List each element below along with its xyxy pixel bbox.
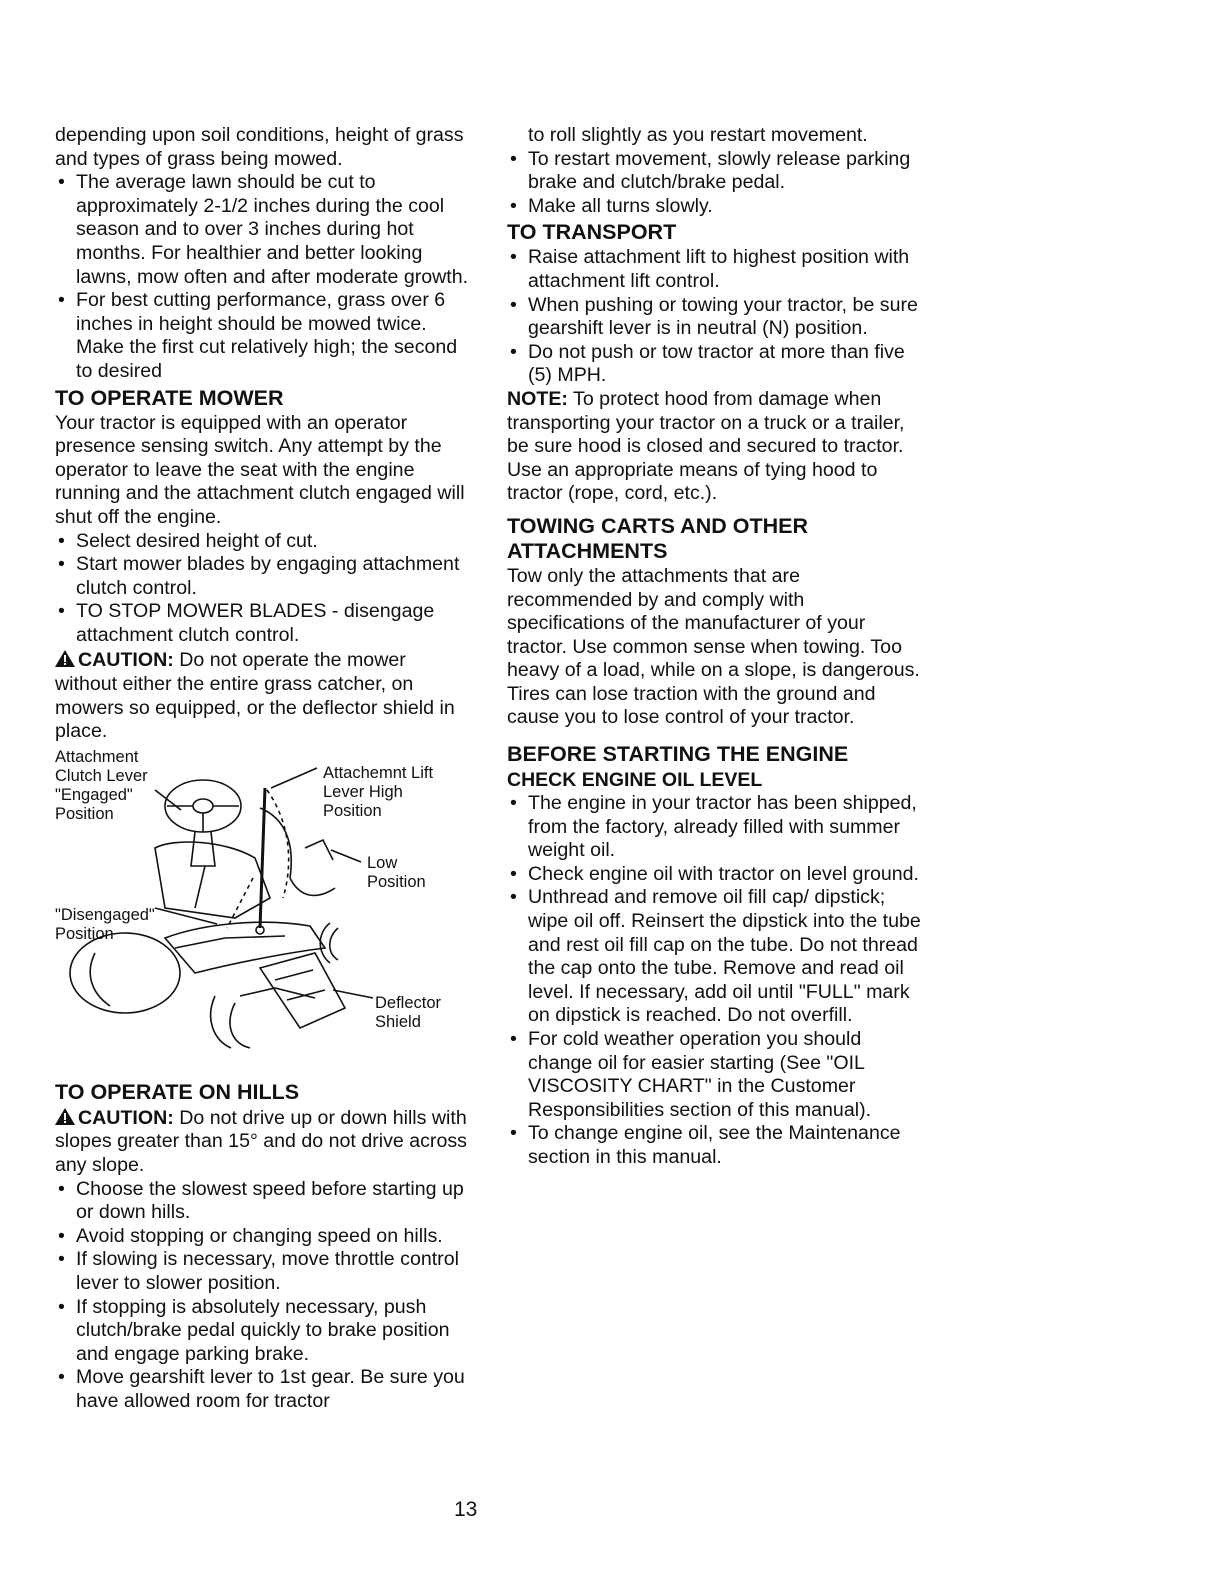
list-item: • To restart movement, slowly release parking brake and clutch/brake pedal. (510, 147, 911, 194)
list-item: • Unthread and remove oil fill cap/ dipstick; wipe oil off. Reinsert the dipstick into the tube and rest oil fill cap on the tube. Do not thread the cap onto the tube. Remove and read oil level. If necessary, add oil until "FULL" mark on dipstick is reached. Do not overfill. (510, 886, 921, 1027)
list-item: • Do not push or tow tractor at more than five (5) MPH. (510, 340, 905, 387)
page-number: 13 (454, 1498, 478, 1521)
intro-text: depending upon soil conditions, height of grass and types of grass being mowed. (55, 124, 464, 170)
section-heading-operate-mower: TO OPERATE MOWER (55, 385, 284, 410)
section-heading-transport: TO TRANSPORT (507, 220, 677, 245)
caution-label: CAUTION: (78, 649, 174, 672)
towing-paragraph: Tow only the attachments that are recommended by and comply with specifications of the manufacturer of your tractor. Use common sense when towing. Too heavy of a load, while on a slope, is dangerous. Tires can lose traction with the ground and cause you to lose control of your tractor. (507, 564, 920, 729)
section-heading-towing: TOWING CARTS AND OTHER ATTACHMENTS (507, 513, 808, 563)
list-item: • If slowing is necessary, move throttle control lever to slower position. (58, 1248, 459, 1294)
caution-text: Do not operate the mower without either the entire grass catcher, on mowers so equipped, or the deflector shield in place. (55, 649, 455, 743)
subheading-check-oil: CHECK ENGINE OIL LEVEL (507, 769, 763, 792)
list-item: • Choose the slowest speed before starting up or down hills. (58, 1177, 464, 1224)
list-item: • Raise attachment lift to highest position with attachment lift control. (510, 246, 910, 292)
lift-high-label: Attachemnt Lift Lever High Position (323, 763, 434, 820)
list-item: • Avoid stopping or changing speed on hills. (58, 1224, 443, 1247)
list-item: • Move gearshift lever to 1st gear. Be sure you have allowed room for tractor (58, 1366, 465, 1412)
list-item: • TO STOP MOWER BLADES - disengage attachment clutch control. (58, 600, 435, 646)
warning-icon (55, 1108, 75, 1125)
caution-block (55, 1107, 470, 1178)
operate-mower-paragraph: Your tractor is equipped with an operator presence sensing switch. Any attempt by the operator to leave the seat with the engine running and the attachment clutch engaged will shut off the engine. (55, 411, 465, 528)
list-item: • Check engine oil with tractor on level ground. (510, 862, 920, 885)
list-item: • To change engine oil, see the Maintenance section in this manual. (510, 1122, 901, 1168)
list-item: • The engine in your tractor has been shipped, from the factory, already filled with summer weight oil. (510, 792, 917, 862)
warning-icon (55, 650, 75, 667)
left-column (55, 124, 470, 1414)
caution-label: CAUTION: (78, 1106, 174, 1129)
mower-controls-figure (55, 748, 470, 1078)
continued-text: to roll slightly as you restart movement. (528, 124, 868, 146)
deflector-shield-label: Deflector Shield (375, 993, 442, 1031)
list-item: • Start mower blades by engaging attachment clutch control. (58, 553, 460, 599)
list-item: • For cold weather operation you should change oil for easier starting (See "OIL VISCOSITY CHART" in the Customer Responsibilities section of this manual). (510, 1028, 872, 1121)
note-text: To protect hood from damage when transporting your tractor on a truck or a trailer, be sure hood is closed and secured to tractor. Use an appropriate means of tying hood to tractor (rope, cord, etc.). (507, 387, 905, 505)
clutch-engaged-label: Attachment Clutch Lever "Engaged" Position (55, 747, 148, 823)
right-column (507, 124, 922, 1170)
list-item: • If stopping is absolutely necessary, push clutch/brake pedal quickly to brake position and engage parking brake. (58, 1295, 450, 1365)
list-item: • Make all turns slowly. (510, 194, 713, 217)
list-item: • The average lawn should be cut to approximately 2-1/2 inches during the cool season and to over 3 inches during hot months. For healthier and better looking lawns, mow often and after moderate growth. (58, 171, 469, 288)
disengaged-label: "Disengaged" Position (55, 905, 155, 943)
list-item: • For best cutting performance, grass over 6 inches in height should be mowed twice. Make the first cut relatively high; the second to desired (58, 289, 458, 382)
section-heading-hills: TO OPERATE ON HILLS (55, 1079, 300, 1104)
caution-block (55, 649, 470, 743)
note-paragraph (507, 388, 922, 506)
caution-text: Do not drive up or down hills with slopes greater than 15° and do not drive across any slope. (55, 1106, 467, 1177)
section-heading-before-starting: BEFORE STARTING THE ENGINE (507, 742, 849, 767)
note-label: NOTE: (507, 387, 568, 410)
low-position-label: Low Position (367, 853, 426, 891)
list-item: • When pushing or towing your tractor, be sure gearshift lever is in neutral (N) position. (510, 293, 918, 340)
list-item: • Select desired height of cut. (58, 529, 318, 552)
